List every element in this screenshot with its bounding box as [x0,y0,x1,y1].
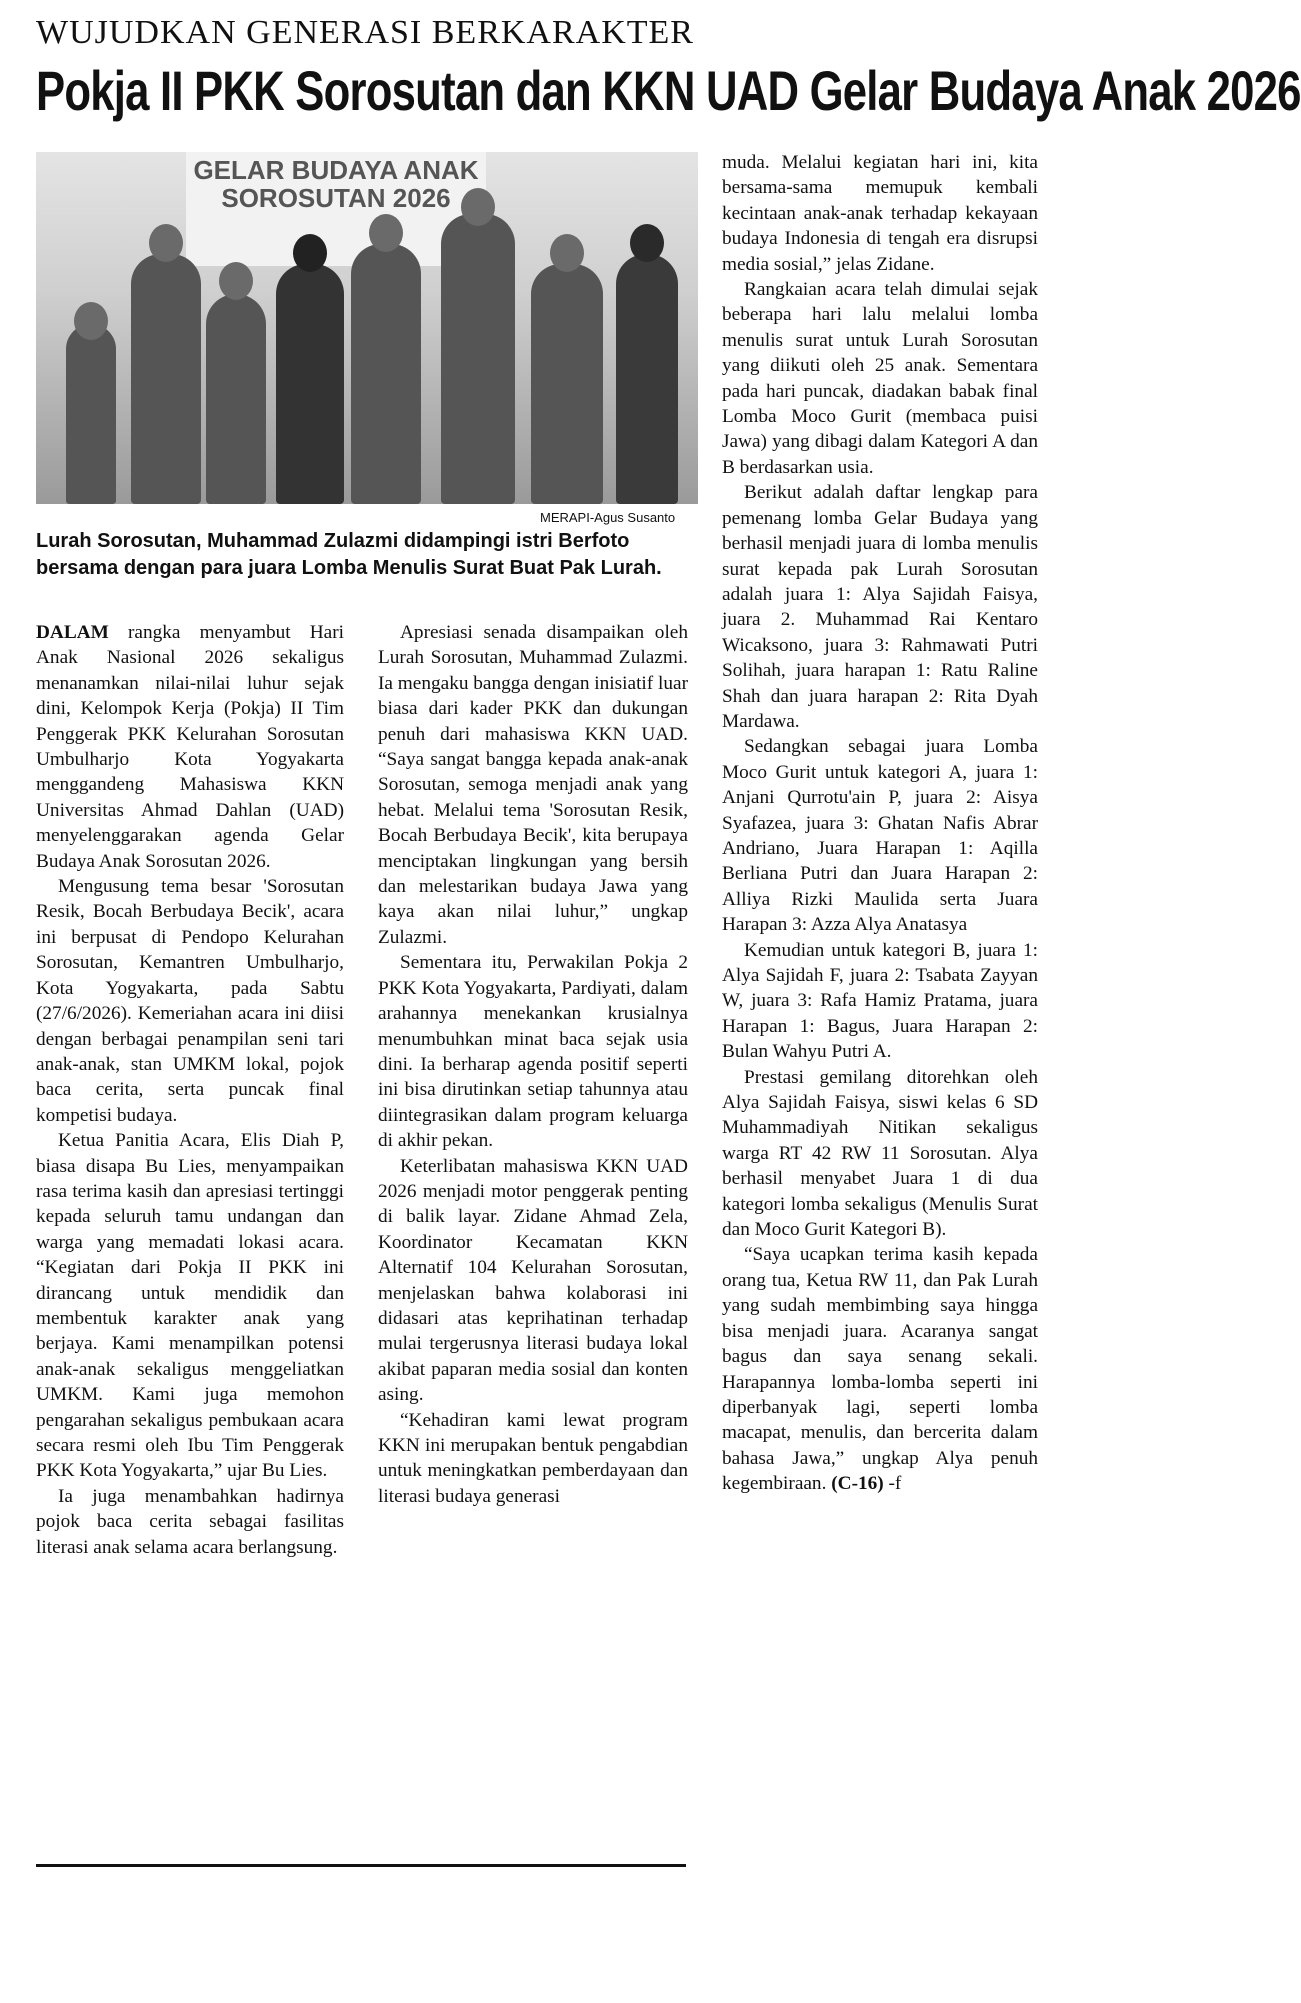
paragraph: Rangkaian acara telah dimulai sejak beberapa hari lalu melalui lomba menulis surat untuk Lurah Sorosutan yang diikuti oleh 25 anak. Sementara pada hari puncak, diadakan babak final Lomba Moco Gurit (membaca puisi Jawa) yang dibagi dalam Kategori A dan B berdasarkan usia. [722,279,1038,478]
column-3 [722,150,1038,1497]
paragraph: “Kehadiran kami lewat program KKN ini merupakan bentuk pengabdian untuk meningkatkan pemberdayaan dan literasi budaya generasi [378,1409,688,1507]
paragraph: Apresiasi senada disampaikan oleh Lurah Sorosutan, Muhammad Zulazmi. Ia mengaku bangga dengan inisiatif luar biasa dari kader PKK dan dukungan penuh dari mahasiswa KKN UAD. “Saya sangat bangga kepada anak-anak Sorosutan, semoga menjadi anak yang hebat. Melalui tema 'Sorosutan Resik, Bocah Berbudaya Becik', kita berupaya menciptakan lingkungan yang bersih dan melestarikan budaya Jawa yang kaya akan nilai luhur,” ungkap Zulazmi. [378,622,688,948]
paragraph-text: rangka menyambut Hari Anak Nasional 2026 sekaligus menanamkan nilai-nilai luhur sejak dini, Kelompok Kerja (Pokja) II Tim Penggerak PKK Kelurahan Sorosutan Umbulharjo Kota Yogyakarta menggandeng Mahasiswa KKN Universitas Ahmad Dahlan (UAD) menyelenggarakan agenda Gelar Budaya Anak Sorosutan 2026. [36,622,344,872]
bottom-rule [36,1864,686,1867]
headline: Pokja II PKK Sorosutan dan KKN UAD Gelar Budaya Anak 2026 [36,59,1301,122]
paragraph: Prestasi gemilang ditorehkan oleh Alya Sajidah Faisya, siswi kelas 6 SD Muhammadiyah Nitikan sekaligus warga RT 42 RW 11 Sorosutan. Alya berhasil menyabet Juara 1 di dua kategori lomba sekaligus (Menulis Surat dan Moco Gurit Kategori B). [722,1066,1038,1241]
paragraph: Kemudian untuk kategori B, juara 1: Alya Sajidah F, juara 2: Tsabata Zayyan W, juara 3: Rafa Hamiz Pratama, juara Harapan 1: Bagus, Juara Harapan 2: Bulan Wahyu Putri A. [722,939,1038,1063]
paragraph [722,1242,1038,1496]
paragraph: Ia juga menambahkan hadirnya pojok baca cerita sebagai fasilitas literasi anak selama acara berlangsung. [36,1485,344,1558]
photo-credit: MERAPI-Agus Susanto [540,510,676,525]
photo-banner: GELAR BUDAYA ANAK SOROSUTAN 2026 [186,152,486,266]
paragraph [36,620,344,874]
signoff: -f [883,1473,902,1495]
paragraph: Sedangkan sebagai juara Lomba Moco Gurit untuk kategori A, juara 1: Anjani Qurrotu'ain P, juara 2: Aisya Syafazea, juara 3: Ghatan Nafis Abrar Andriano, Juara Harapan 1: Aqilla Berliana Putri dan Juara Harapan 2: Alliya Rizki Maulida serta Juara Harapan 3: Azza Alya Anatasya [722,736,1038,936]
column-2 [378,620,688,1509]
paragraph: Ketua Panitia Acara, Elis Diah P, biasa disapa Bu Lies, menyampaikan rasa terima kasih dan apresiasi tertinggi kepada seluruh tamu undangan dan warga yang memadati lokasi acara. “Kegiatan dari Pokja II PKK ini dirancang untuk mendidik dan membentuk karakter anak yang berjaya. Kami menampilkan potensi anak-anak sekaligus menggeliatkan UMKM. Kami juga memohon pengarahan sekaligus pembukaan acara secara resmi oleh Ibu Tim Penggerak PKK Kota Yogyakarta,” ujar Bu Lies. [36,1130,344,1482]
lead-word: DALAM [36,622,109,643]
paragraph-text: “Saya ucapkan terima kasih kepada orang tua, Ketua RW 11, dan Pak Lurah yang sudah membimbing saya hingga bisa menjadi juara. Acaranya sangat bagus dan saya senang sekali. Harapannya lomba-lomba seperti ini diperbanyak lagi, seperti lomba macapat, menulis, dan bercerita dalam bahasa Jawa,” ungkap Alya penuh kegembiraan. [722,1244,1038,1495]
photo-caption: Lurah Sorosutan, Muhammad Zulazmi didampingi istri Berfoto bersama dengan para juara Lomba Menulis Surat Buat Pak Lurah. [36,530,662,579]
author-code: (C-16) [831,1473,884,1495]
news-photo [36,152,698,504]
column-1 [36,620,344,1560]
paragraph: Berikut adalah daftar lengkap para pemenang lomba Gelar Budaya yang berhasil menjadi juara di lomba menulis surat kepada pak Lurah Sorosutan adalah juara 1: Alya Sajidah Faisya, juara 2. Muhammad Rai Kentaro Wicaksono, juara 3: Rahmawati Putri Solihah, juara harapan 1: Ratu Raline Shah dan juara harapan 2: Rita Dyah Mardawa. [722,482,1038,732]
paragraph: Keterlibatan mahasiswa KKN UAD 2026 menjadi motor penggerak penting di balik layar. Zidane Ahmad Zela, Koordinator Kecamatan KKN Alternatif 104 Kelurahan Sorosutan, menjelaskan bahwa kolaborasi ini didasari atas keprihatinan terhadap mulai tergerusnya literasi budaya lokal akibat paparan media sosial dan konten asing. [378,1155,688,1406]
paragraph: Mengusung tema besar 'Sorosutan Resik, Bocah Berbudaya Becik', acara ini berpusat di Pendopo Kelurahan Sorosutan, Kemantren Umbulharjo, Kota Yogyakarta, pada Sabtu (27/6/2026). Kemeriahan acara ini diisi dengan berbagai penampilan seni tari anak-anak, stan UMKM lokal, pojok baca cerita, serta puncak final kompetisi budaya. [36,876,344,1126]
paragraph: muda. Melalui kegiatan hari ini, kita bersama-sama memupuk kembali kecintaan anak-anak terhadap kekayaan budaya Indonesia di tengah era disrupsi media sosial,” jelas Zidane. [722,152,1038,275]
paragraph: Sementara itu, Perwakilan Pokja 2 PKK Kota Yogyakarta, Pardiyati, dalam arahannya menekankan krusialnya menumbuhkan minat baca sejak usia dini. Ia berharap agenda positif seperti ini bisa dirutinkan setiap tahunnya atau diintegrasikan dalam program keluarga di akhir pekan. [378,952,688,1152]
kicker: WUJUDKAN GENERASI BERKARAKTER [36,14,694,51]
